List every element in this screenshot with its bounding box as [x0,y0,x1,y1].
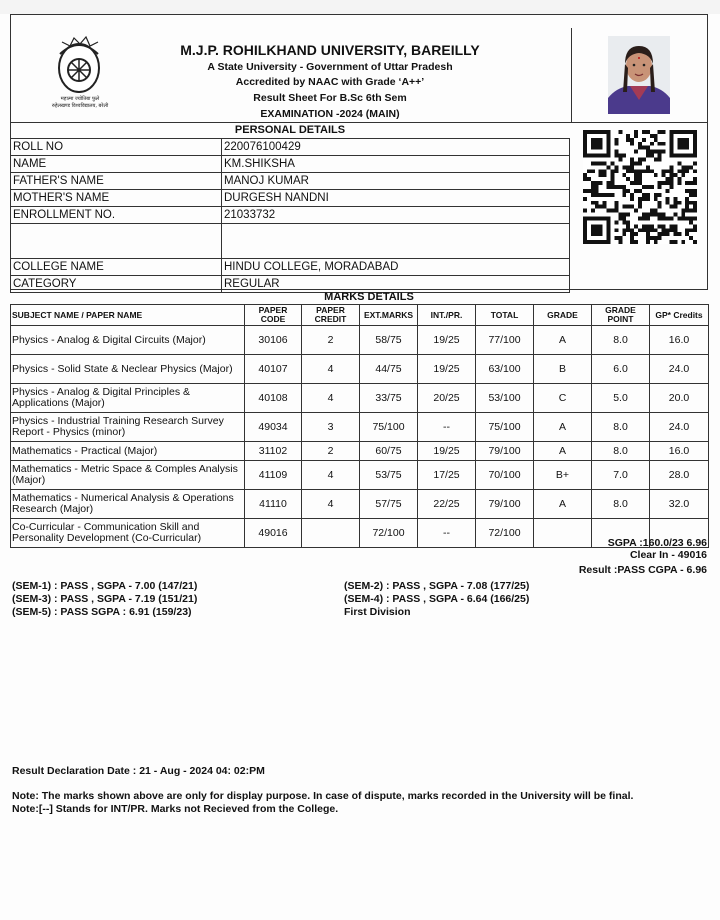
cell-total: 53/100 [476,384,534,413]
col-subject: SUBJECT NAME / PAPER NAME [11,305,245,326]
university-name: M.J.P. ROHILKHAND UNIVERSITY, BAREILLY [180,42,480,58]
cell-total: 79/100 [476,490,534,519]
roll-no-label: ROLL NO [11,139,222,156]
table-row [11,461,709,490]
col-ext-marks: EXT.MARKS [360,305,418,326]
header-line-4: EXAMINATION -2024 (MAIN) [260,108,400,120]
cell-int-pr: 20/25 [418,384,476,413]
marks-header-row [11,305,709,326]
college-name-value: HINDU COLLEGE, MORADABAD [222,259,570,276]
header-line-1: A State University - Government of Uttar Pradesh [207,61,453,73]
father-name-value: MANOJ KUMAR [222,173,570,190]
cell-grade-point: 5.0 [592,384,650,413]
sem-1-result: (SEM-1) : PASS , SGPA - 7.00 (147/21) [12,580,198,592]
cell-ext-marks: 44/75 [360,355,418,384]
cell-ext-marks: 75/100 [360,413,418,442]
enrollment-no-label: ENROLLMENT NO. [11,207,222,224]
table-row [11,490,709,519]
cell-paper-code: 49016 [245,519,302,548]
cell-gp-credits: 28.0 [650,461,709,490]
col-paper-credit: PAPER CREDIT [302,305,360,326]
note-display-purpose: Note: The marks shown above are only for display purpose. In case of dispute, marks recorded in the University will be final. [12,790,634,802]
cell-int-pr: 19/25 [418,326,476,355]
marks-table [10,304,709,548]
col-gp-credits: GP* Credits [650,305,709,326]
cell-grade-point: 8.0 [592,413,650,442]
logo-caption-line-1: महात्मा ज्योतिबा फुले [60,96,100,102]
cell-paper-code: 49034 [245,413,302,442]
personal-details-title: PERSONAL DETAILS [234,124,346,136]
cell-int-pr: 17/25 [418,461,476,490]
cell-gp-credits: 24.0 [650,413,709,442]
cell-ext-marks: 53/75 [360,461,418,490]
mother-name-value: DURGESH NANDNI [222,190,570,207]
cell-grade-point: 7.0 [592,461,650,490]
cell-subject: Physics - Solid State & Neclear Physics (Major) [11,355,245,384]
final-result: Result :PASS CGPA - 6.96 [578,564,707,576]
semester-results-right [344,580,529,619]
cell-total: 79/100 [476,442,534,461]
cell-grade-point: 8.0 [592,490,650,519]
cell-paper-code: 41110 [245,490,302,519]
cell-grade-point: 8.0 [592,326,650,355]
cell-ext-marks: 58/75 [360,326,418,355]
table-row [11,384,709,413]
cell-paper-credit [302,519,360,548]
cell-subject: Co-Curricular - Communication Skill and Personality Development (Co-Curricular) [11,519,245,548]
cell-paper-code: 30106 [245,326,302,355]
cell-int-pr: -- [418,519,476,548]
header-line-2: Accredited by NAAC with Grade ‘A++’ [235,76,425,88]
cell-paper-credit: 2 [302,442,360,461]
cell-paper-code: 40108 [245,384,302,413]
personal-row [11,259,570,276]
col-grade: GRADE [534,305,592,326]
cell-total: 72/100 [476,519,534,548]
cell-ext-marks: 72/100 [360,519,418,548]
cell-ext-marks: 60/75 [360,442,418,461]
cell-subject: Physics - Analog & Digital Principles & Applications (Major) [11,384,245,413]
cell-grade: A [534,326,592,355]
cell-grade: C [534,384,592,413]
cell-int-pr: 19/25 [418,442,476,461]
cell-subject: Mathematics - Metric Space & Comples Analysis (Major) [11,461,245,490]
sgpa-summary: SGPA :160.0/23 6.96 [607,537,707,549]
qr-code-icon [583,130,697,244]
marks-details-title: MARKS DETAILS [324,291,414,303]
col-paper-code: PAPER CODE [245,305,302,326]
col-int-pr: INT./PR. [418,305,476,326]
category-value: REGULAR [222,276,570,293]
col-total: TOTAL [476,305,534,326]
personal-details-table [10,138,570,293]
student-photo [608,36,670,114]
result-declaration-date: Result Declaration Date : 21 - Aug - 2024 04: 02:PM [12,765,265,777]
col-grade-point: GRADE POINT [592,305,650,326]
personal-spacer-row [11,224,570,259]
name-value: KM.SHIKSHA [222,156,570,173]
roll-no-value: 220076100429 [222,139,570,156]
cell-total: 75/100 [476,413,534,442]
father-name-label: FATHER'S NAME [11,173,222,190]
cell-int-pr: 22/25 [418,490,476,519]
cell-paper-credit: 2 [302,326,360,355]
cell-ext-marks: 57/75 [360,490,418,519]
personal-row [11,173,570,190]
table-row [11,413,709,442]
logo-caption-line-2: रुहेलखण्ड विश्वविद्यालय, बरेली [51,103,109,109]
cell-grade: B+ [534,461,592,490]
cell-gp-credits: 16.0 [650,326,709,355]
note-int-pr: Note:[--] Stands for INT/PR. Marks not Recieved from the College. [12,803,339,815]
semester-results-left [12,580,197,619]
cell-gp-credits: 24.0 [650,355,709,384]
sem-3-result: (SEM-3) : PASS , SGPA - 7.19 (151/21) [12,593,198,605]
college-name-label: COLLEGE NAME [11,259,222,276]
logo-caption [30,96,130,110]
name-label: NAME [11,156,222,173]
enrollment-no-value: 21033732 [222,207,570,224]
mother-name-label: MOTHER'S NAME [11,190,222,207]
header-line-3: Result Sheet For B.Sc 6th Sem [253,92,407,104]
cell-paper-code: 40107 [245,355,302,384]
cell-gp-credits: 20.0 [650,384,709,413]
table-row [11,326,709,355]
cell-paper-code: 31102 [245,442,302,461]
cell-subject: Mathematics - Numerical Analysis & Operations Research (Major) [11,490,245,519]
clear-in: Clear In - 49016 [629,549,707,561]
cell-ext-marks: 33/75 [360,384,418,413]
personal-row [11,190,570,207]
cell-grade-point: 6.0 [592,355,650,384]
table-row [11,355,709,384]
personal-row [11,156,570,173]
cell-subject: Physics - Industrial Training Research Survey Report - Physics (minor) [11,413,245,442]
cell-total: 77/100 [476,326,534,355]
table-row [11,442,709,461]
division: First Division [344,606,411,618]
cell-grade: B [534,355,592,384]
cell-grade: A [534,490,592,519]
cell-total: 63/100 [476,355,534,384]
cell-paper-credit: 4 [302,355,360,384]
cell-gp-credits: 16.0 [650,442,709,461]
sem-4-result: (SEM-4) : PASS , SGPA - 6.64 (166/25) [344,593,530,605]
cell-int-pr: -- [418,413,476,442]
cell-subject: Physics - Analog & Digital Circuits (Major) [11,326,245,355]
cell-paper-credit: 4 [302,461,360,490]
cell-subject: Mathematics - Practical (Major) [11,442,245,461]
sem-5-result: (SEM-5) : PASS SGPA : 6.91 (159/23) [12,606,192,618]
personal-row [11,276,570,293]
cell-gp-credits: 32.0 [650,490,709,519]
sem-2-result: (SEM-2) : PASS , SGPA - 7.08 (177/25) [344,580,530,592]
cell-total: 70/100 [476,461,534,490]
cell-grade: A [534,413,592,442]
cell-grade: A [534,442,592,461]
cell-paper-credit: 4 [302,384,360,413]
personal-row [11,139,570,156]
cell-int-pr: 19/25 [418,355,476,384]
cell-grade-point: 8.0 [592,442,650,461]
cell-paper-credit: 4 [302,490,360,519]
cell-paper-credit: 3 [302,413,360,442]
personal-row [11,207,570,224]
category-label: CATEGORY [11,276,222,293]
cell-paper-code: 41109 [245,461,302,490]
